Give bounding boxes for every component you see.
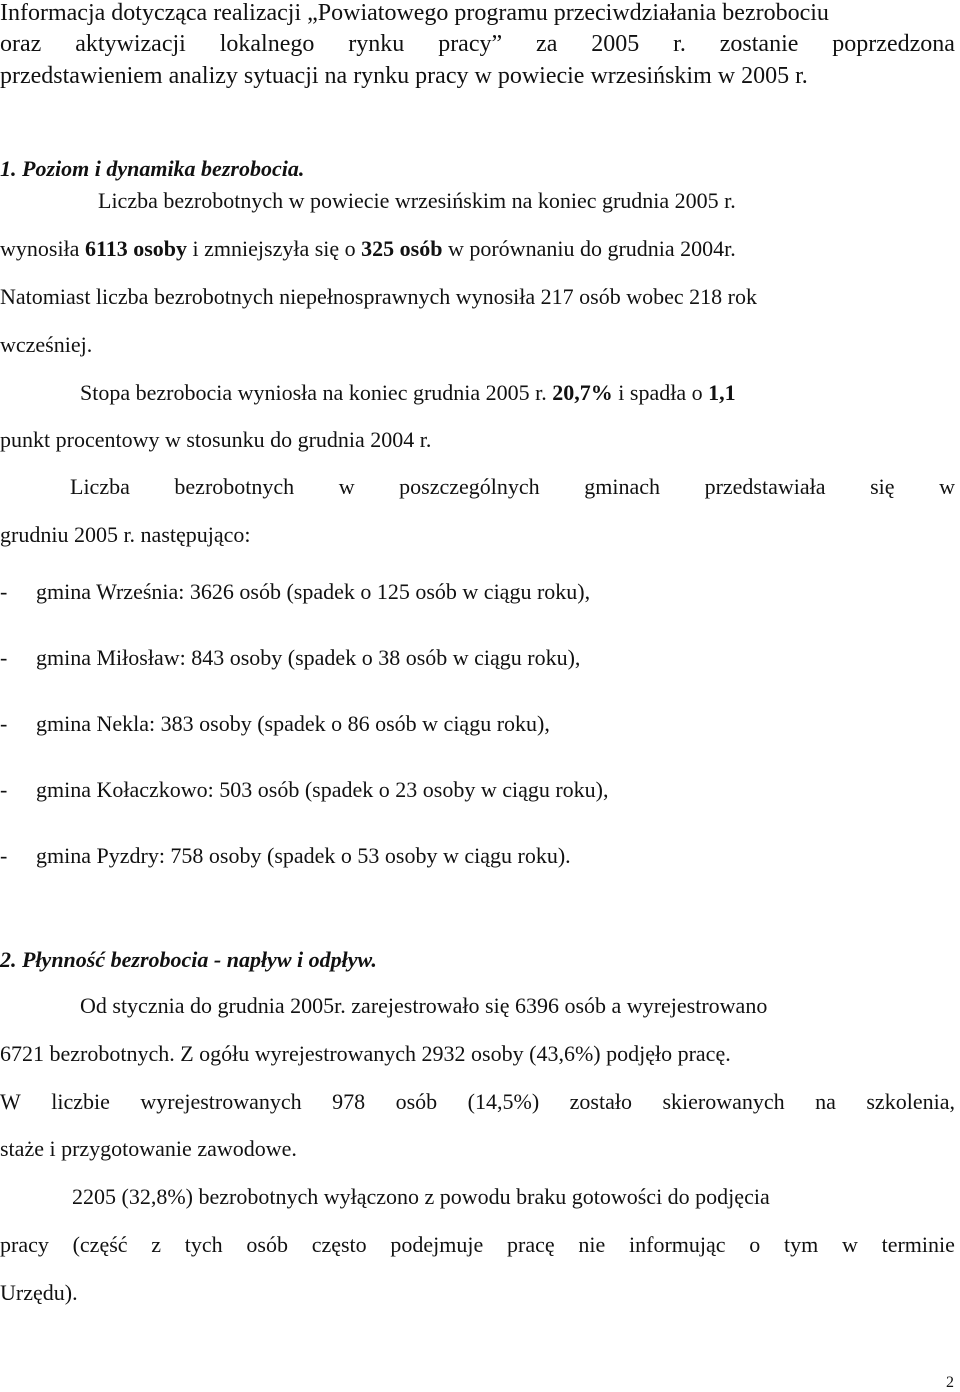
word: (część (72, 1232, 128, 1257)
word: podejmuje (390, 1232, 484, 1257)
word: szkolenia, (866, 1089, 955, 1114)
s1-p1-line-2-a: wynosiła (0, 236, 85, 261)
list-dash: - (0, 579, 8, 604)
word: za (536, 31, 558, 57)
unemployment-rate: 20,7% (552, 380, 613, 405)
word: w (338, 474, 355, 499)
word: tych (184, 1232, 223, 1257)
list-item-text: gmina Nekla: 383 osoby (spadek o 86 osób w ciągu roku), (36, 711, 550, 736)
word: oraz (0, 31, 42, 57)
list-dash: - (0, 711, 8, 736)
word: zostanie (719, 31, 799, 57)
intro-line-3: przedstawieniem analizy sytuacji na rynku pracy w powiecie wrzesińskim w 2005 r. (0, 63, 808, 89)
word: lokalnego (219, 31, 315, 57)
word: W (0, 1089, 21, 1114)
page-number: 2 (946, 1374, 954, 1391)
s1-p1-line-1: Liczba bezrobotnych w powiecie wrzesińskim na koniec grudnia 2005 r. (98, 188, 736, 213)
s1-p2-line-1 (80, 380, 960, 406)
intro-line-2 (0, 31, 955, 57)
word: z (151, 1232, 162, 1257)
s1-p1-line-2-c: i zmniejszyła się o (187, 236, 362, 261)
unemployed-count: 6113 osoby (84, 236, 188, 261)
word: osób (246, 1232, 288, 1257)
list-item-text: gmina Miłosław: 843 osoby (spadek o 38 osób w ciągu roku), (36, 645, 581, 670)
section-2-heading: 2. Płynność bezrobocia - napływ i odpływ. (0, 947, 377, 972)
list-item (0, 579, 960, 605)
word: pracy (0, 1232, 49, 1257)
list-dash: - (0, 645, 8, 670)
word: bezrobotnych (174, 474, 295, 499)
word: pracy” (438, 31, 503, 57)
word: Liczba (70, 474, 130, 499)
rate-decrease: 1,1 (708, 380, 736, 405)
s1-p1-line-3: Natomiast liczba bezrobotnych niepełnosprawnych wynosiła 217 osób wobec 218 rok (0, 284, 757, 309)
s1-p1-line-2-d: w porównaniu do grudnia 2004r. (442, 236, 736, 261)
s1-p2-line-1-c: i spadła o (612, 380, 709, 405)
s2-p1-line-3 (0, 1089, 955, 1115)
word: liczbie (51, 1089, 110, 1114)
intro-line-1: Informacja dotycząca realizacji „Powiatowego programu przeciwdziałania bezrobociu (0, 0, 829, 26)
word: zostało (569, 1089, 632, 1114)
list-item (0, 777, 960, 803)
s2-p1-line-4: staże i przygotowanie zawodowe. (0, 1136, 297, 1161)
s2-p2-line-2 (0, 1232, 955, 1258)
word: się (870, 474, 895, 499)
s1-p3-line-2: grudniu 2005 r. następująco: (0, 522, 251, 547)
word: (14,5%) (467, 1089, 540, 1114)
word: przedstawiała (704, 474, 826, 499)
list-item-text: gmina Września: 3626 osób (spadek o 125 osób w ciągu roku), (36, 579, 591, 604)
word: rynku (348, 31, 405, 57)
word: na (815, 1089, 836, 1114)
word: często (311, 1232, 367, 1257)
list-item (0, 711, 960, 737)
word: nie (578, 1232, 606, 1257)
word: w (841, 1232, 858, 1257)
word: skierowanych (662, 1089, 785, 1114)
s2-p1-line-1: Od stycznia do grudnia 2005r. zarejestrowało się 6396 osób a wyrejestrowano (80, 993, 768, 1018)
s2-p2-line-1: 2205 (32,8%) bezrobotnych wyłączono z powodu braku gotowości do podjęcia (72, 1184, 770, 1209)
list-item-text: gmina Kołaczkowo: 503 osób (spadek o 23 osoby w ciągu roku), (36, 777, 609, 802)
s1-p2-line-2: punkt procentowy w stosunku do grudnia 2004 r. (0, 427, 432, 452)
word: osób (395, 1089, 438, 1114)
list-item (0, 645, 960, 671)
word: informując (629, 1232, 726, 1257)
word: pracę (507, 1232, 555, 1257)
word: 2005 (591, 31, 640, 57)
word: wyrejestrowanych (140, 1089, 302, 1114)
word: tym (784, 1232, 819, 1257)
list-dash: - (0, 843, 8, 868)
s1-p3-line-1 (70, 474, 955, 500)
word: 978 (332, 1089, 366, 1114)
word: gminach (584, 474, 660, 499)
word: terminie (881, 1232, 955, 1257)
word: o (749, 1232, 761, 1257)
s1-p1-line-4: wcześniej. (0, 332, 93, 357)
list-item (0, 843, 960, 869)
word: poszczególnych (399, 474, 540, 499)
section-1-heading: 1. Poziom i dynamika bezrobocia. (0, 156, 305, 181)
s1-p1-line-2 (0, 236, 960, 262)
word: w (939, 474, 955, 499)
s2-p1-line-2: 6721 bezrobotnych. Z ogółu wyrejestrowanych 2932 osoby (43,6%) podjęło pracę. (0, 1041, 731, 1066)
word: poprzedzona (832, 31, 955, 57)
word: r. (673, 31, 686, 57)
s1-p2-line-1-a: Stopa bezrobocia wyniosła na koniec grudnia 2005 r. (80, 380, 553, 405)
list-item-text: gmina Pyzdry: 758 osoby (spadek o 53 osoby w ciągu roku). (36, 843, 571, 868)
list-dash: - (0, 777, 8, 802)
word: aktywizacji (75, 31, 186, 57)
decrease-count: 325 osób (361, 236, 443, 261)
s2-p2-line-3: Urzędu). (0, 1280, 78, 1305)
